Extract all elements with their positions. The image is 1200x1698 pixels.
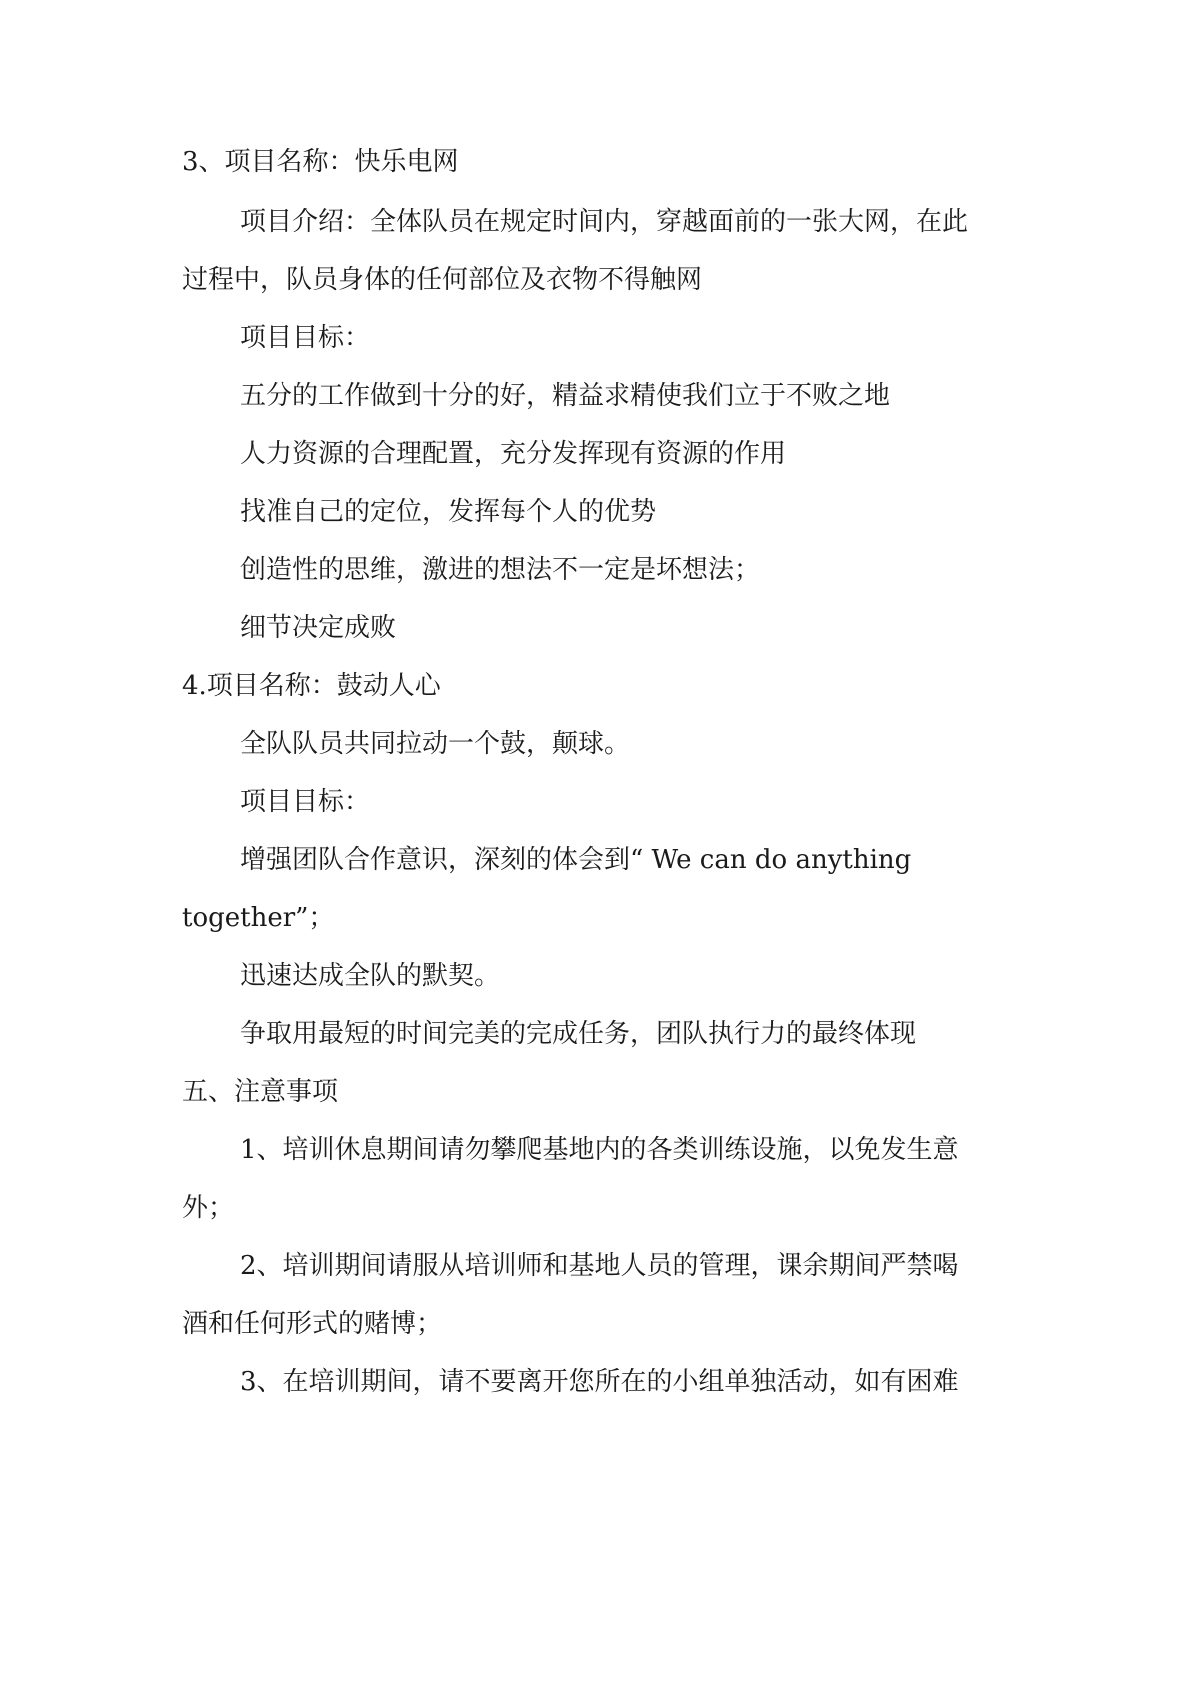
note-item-continuation: 外； (182, 1193, 235, 1223)
section-heading-project-4: 4.项目名称：鼓动人心 (182, 671, 441, 701)
goal-item: 创造性的思维，激进的想法不一定是坏想法； (240, 555, 761, 585)
goal-item-continuation: together”； (182, 903, 335, 933)
goal-label: 项目目标： (240, 323, 371, 353)
goal-item: 五分的工作做到十分的好，精益求精使我们立于不败之地 (240, 381, 891, 411)
section-heading-notes: 五、注意事项 (182, 1077, 339, 1107)
goal-item: 找准自己的定位，发挥每个人的优势 (240, 497, 657, 527)
note-item: 3、在培训期间，请不要离开您所在的小组单独活动，如有困难 (240, 1367, 959, 1397)
note-item: 1、培训休息期间请勿攀爬基地内的各类训练设施，以免发生意 (240, 1135, 959, 1165)
paragraph-line: 过程中，队员身体的任何部位及衣物不得触网 (182, 265, 703, 295)
goal-item: 迅速达成全队的默契。 (240, 961, 501, 991)
paragraph-line: 项目介绍：全体队员在规定时间内，穿越面前的一张大网，在此 (240, 207, 969, 237)
goal-item: 争取用最短的时间完美的完成任务，团队执行力的最终体现 (240, 1019, 917, 1049)
note-item: 2、培训期间请服从培训师和基地人员的管理，课余期间严禁喝 (240, 1251, 959, 1281)
section-heading-project-3: 3、项目名称：快乐电网 (182, 147, 459, 177)
goal-item: 人力资源的合理配置，充分发挥现有资源的作用 (240, 439, 787, 469)
goal-item: 细节决定成败 (240, 613, 397, 643)
paragraph-line: 全队队员共同拉动一个鼓，颠球。 (240, 729, 631, 759)
goal-item: 增强团队合作意识，深刻的体会到“ We can do anything (240, 845, 912, 875)
note-item-continuation: 酒和任何形式的赌博； (182, 1309, 443, 1339)
goal-label: 项目目标： (240, 787, 371, 817)
